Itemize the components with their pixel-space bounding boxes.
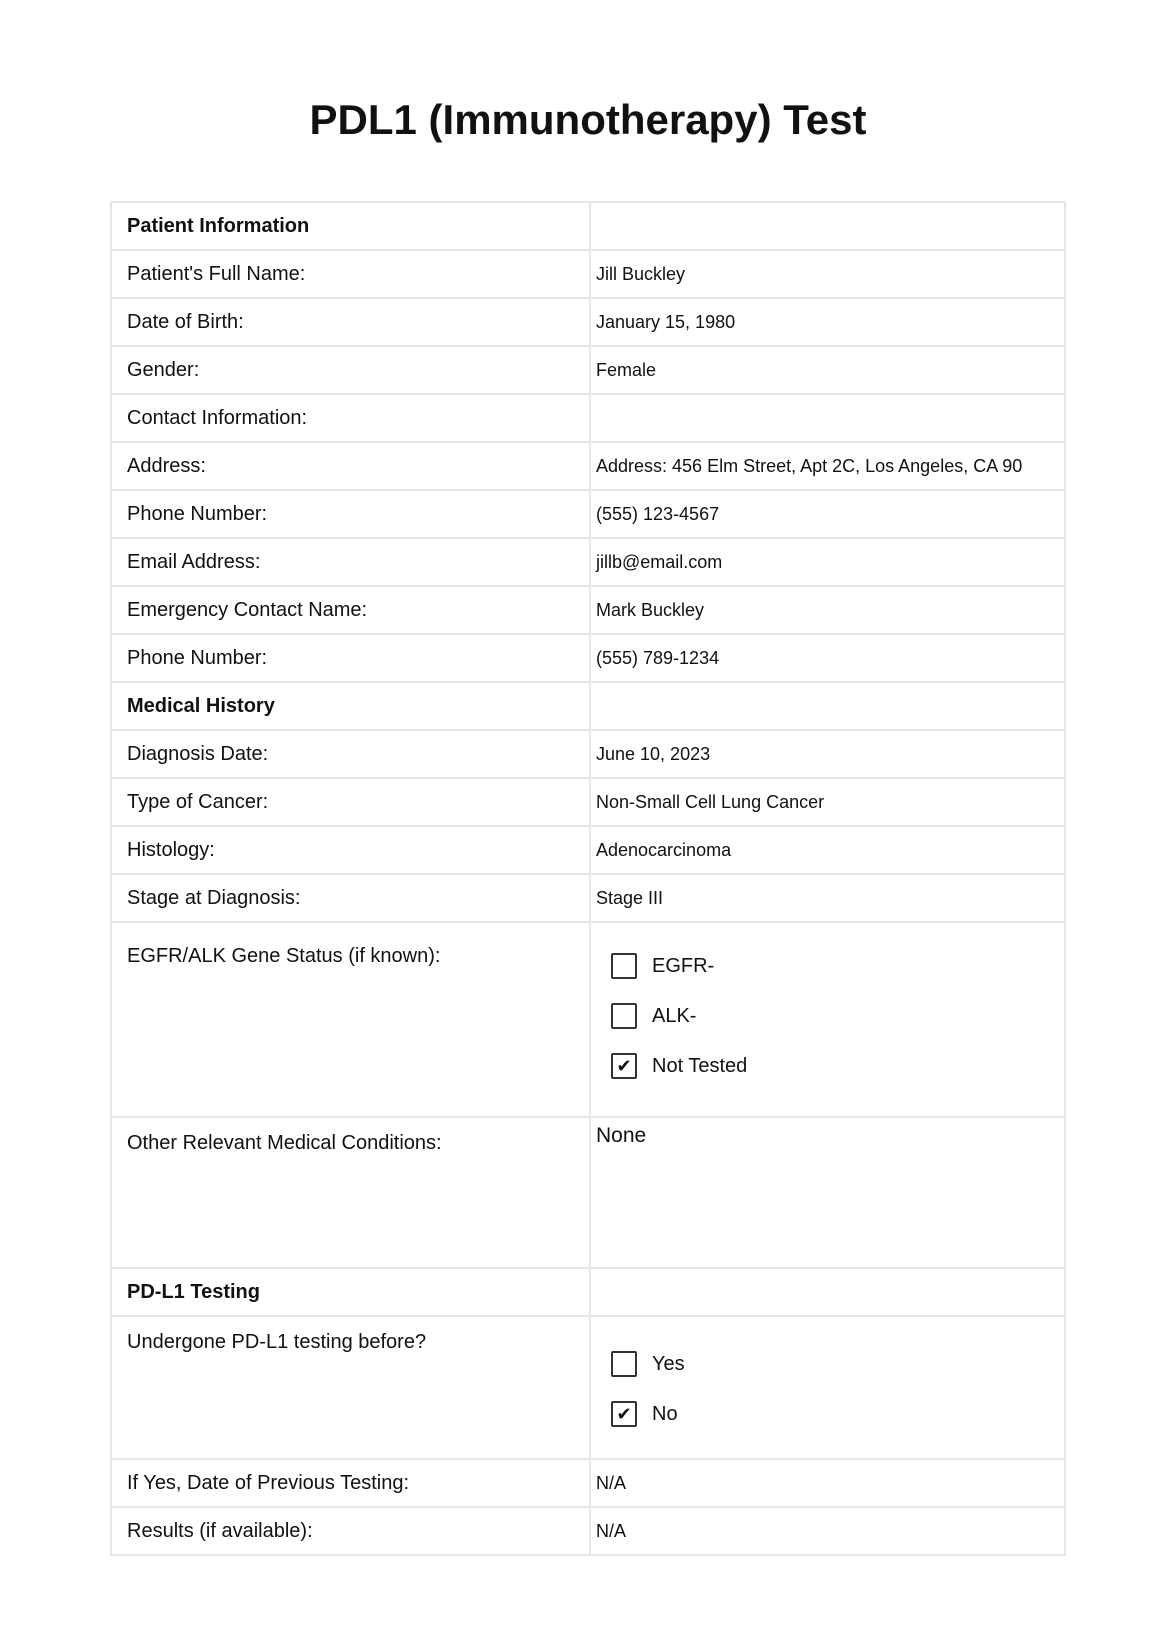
field-label: Stage at Diagnosis: [111, 874, 590, 922]
field-label: Email Address: [111, 538, 590, 586]
checkbox[interactable] [611, 953, 637, 979]
field-value [590, 922, 1065, 1117]
section-heading: Patient Information [111, 202, 590, 250]
checkbox[interactable]: ✔ [611, 1053, 637, 1079]
field-value: June 10, 2023 [590, 730, 1065, 778]
field-label: If Yes, Date of Previous Testing: [111, 1459, 590, 1507]
form-table [110, 201, 1066, 1556]
table-row [111, 586, 1065, 634]
checkbox-option-not-tested[interactable] [611, 1041, 1064, 1091]
table-row-previous-date [111, 1459, 1065, 1507]
table-row [111, 442, 1065, 490]
checkbox-label: Not Tested [652, 1054, 748, 1077]
table-row-results [111, 1507, 1065, 1555]
field-value: Non-Small Cell Lung Cancer [590, 778, 1065, 826]
table-row [111, 394, 1065, 442]
checkbox-label: No [652, 1402, 678, 1425]
checkbox-label: Yes [652, 1352, 685, 1375]
field-value: jillb@email.com [590, 538, 1065, 586]
field-label: Date of Birth: [111, 298, 590, 346]
table-row-undergone-testing [111, 1316, 1065, 1459]
checkbox-option-no[interactable] [611, 1389, 1064, 1439]
field-label: Phone Number: [111, 490, 590, 538]
field-value [590, 682, 1065, 730]
section-heading: Medical History [111, 682, 590, 730]
checkbox-option-yes[interactable] [611, 1339, 1064, 1389]
page-title: PDL1 (Immunotherapy) Test [309, 96, 867, 143]
table-row [111, 298, 1065, 346]
checkbox-option-egfr[interactable] [611, 941, 1064, 991]
field-label: Emergency Contact Name: [111, 586, 590, 634]
field-value [590, 1268, 1065, 1316]
egfr-checkbox-group [596, 923, 1064, 1091]
field-label: Diagnosis Date: [111, 730, 590, 778]
field-label: Other Relevant Medical Conditions: [111, 1117, 590, 1268]
table-row [111, 634, 1065, 682]
field-value: Adenocarcinoma [590, 826, 1065, 874]
table-row [111, 778, 1065, 826]
table-row-other-conditions [111, 1117, 1065, 1268]
table-row [111, 826, 1065, 874]
field-value [590, 1316, 1065, 1459]
field-value: Female [590, 346, 1065, 394]
checkbox[interactable]: ✔ [611, 1401, 637, 1427]
table-row [111, 538, 1065, 586]
field-value: Stage III [590, 874, 1065, 922]
field-label: Contact Information: [111, 394, 590, 442]
field-value: Jill Buckley [590, 250, 1065, 298]
field-label: Histology: [111, 826, 590, 874]
field-label: Patient's Full Name: [111, 250, 590, 298]
checkbox-option-alk[interactable] [611, 991, 1064, 1041]
field-value [590, 202, 1065, 250]
field-value: (555) 789-1234 [590, 634, 1065, 682]
table-row [111, 250, 1065, 298]
checkbox-label: ALK- [652, 1004, 697, 1027]
table-row-section [111, 202, 1065, 250]
field-label: Address: [111, 442, 590, 490]
table-row-egfr-status [111, 922, 1065, 1117]
field-value: Mark Buckley [590, 586, 1065, 634]
checkbox[interactable] [611, 1351, 637, 1377]
table-row-section [111, 682, 1065, 730]
field-label: Undergone PD-L1 testing before? [111, 1316, 590, 1459]
field-value: (555) 123-4567 [590, 490, 1065, 538]
section-heading: PD-L1 Testing [111, 1268, 590, 1316]
field-value: N/A [590, 1459, 1065, 1507]
field-value: None [590, 1117, 1065, 1268]
checkbox-label: EGFR- [652, 954, 715, 977]
table-row [111, 730, 1065, 778]
field-label: Type of Cancer: [111, 778, 590, 826]
undergone-checkbox-group [596, 1317, 1064, 1439]
field-value: January 15, 1980 [590, 298, 1065, 346]
field-label: Gender: [111, 346, 590, 394]
field-value: N/A [590, 1507, 1065, 1555]
field-label: EGFR/ALK Gene Status (if known): [111, 922, 590, 1117]
table-row-section-pdl1 [111, 1268, 1065, 1316]
table-row [111, 490, 1065, 538]
field-label: Phone Number: [111, 634, 590, 682]
field-value: Address: 456 Elm Street, Apt 2C, Los Angeles, CA 90 [590, 442, 1065, 490]
field-value [590, 394, 1065, 442]
checkbox[interactable] [611, 1003, 637, 1029]
table-row [111, 346, 1065, 394]
field-label: Results (if available): [111, 1507, 590, 1555]
table-row [111, 874, 1065, 922]
